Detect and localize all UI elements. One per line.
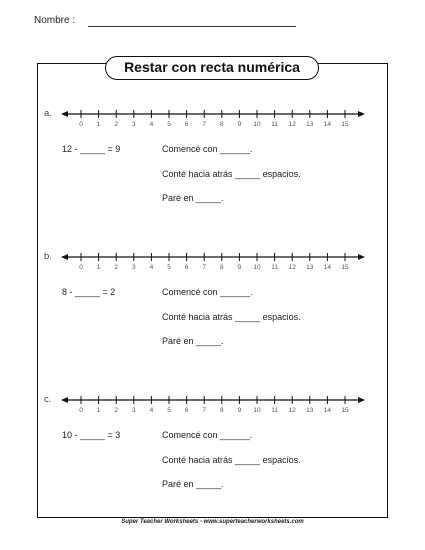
count-sentence: Conté hacia atrás _____ espacios. — [162, 455, 301, 465]
left-arrow-icon — [61, 397, 68, 403]
tick-label: 11 — [271, 264, 278, 271]
tick-label: 3 — [131, 121, 136, 128]
stop-sentence: Paré en _____. — [162, 479, 224, 489]
stop-sentence: Paré en _____. — [162, 336, 224, 346]
equation: 8 - _____ = 2 — [62, 287, 116, 297]
tick-label: 11 — [271, 407, 278, 414]
tick-label: 10 — [253, 264, 261, 271]
start-sentence: Comencé con ______. — [162, 287, 253, 297]
tick-label: 8 — [219, 407, 224, 414]
tick-label: 13 — [306, 121, 314, 128]
problem-a — [0, 106, 425, 236]
tick-label: 3 — [131, 407, 136, 414]
tick-label: 1 — [96, 264, 101, 271]
tick-label: 12 — [288, 264, 296, 271]
tick-label: 14 — [323, 264, 332, 271]
tick-label: 12 — [288, 121, 296, 128]
tick-label: 5 — [167, 121, 171, 128]
tick-label: 4 — [149, 121, 154, 128]
tick-label: 7 — [202, 407, 207, 414]
count-sentence: Conté hacia atrás _____ espacios. — [162, 312, 301, 322]
tick-label: 6 — [184, 121, 189, 128]
name-label: Nombre : — [34, 15, 76, 26]
worksheet-title: Restar con recta numérica — [105, 56, 319, 80]
number-line — [58, 249, 368, 271]
problem-letter: c. — [44, 394, 52, 405]
tick-label: 1 — [96, 121, 101, 128]
tick-label: 8 — [219, 264, 224, 271]
tick-label: 5 — [167, 407, 171, 414]
tick-label: 6 — [184, 264, 189, 271]
problem-b — [0, 249, 425, 379]
equation: 12 - _____ = 9 — [62, 144, 121, 154]
tick-label: 15 — [341, 407, 349, 414]
number-line — [58, 392, 368, 414]
right-arrow-icon — [358, 111, 365, 117]
tick-label: 15 — [341, 121, 349, 128]
tick-label: 7 — [202, 121, 207, 128]
tick-label: 14 — [323, 121, 332, 128]
tick-label: 7 — [202, 264, 207, 271]
right-arrow-icon — [358, 254, 365, 260]
start-sentence: Comencé con ______. — [162, 430, 253, 440]
tick-label: 8 — [219, 121, 224, 128]
tick-label: 9 — [237, 121, 242, 128]
tick-label: 5 — [167, 264, 171, 271]
problem-c — [0, 392, 425, 522]
tick-label: 6 — [184, 407, 189, 414]
tick-label: 9 — [237, 407, 242, 414]
tick-label: 2 — [114, 121, 119, 128]
tick-label: 2 — [114, 407, 119, 414]
tick-label: 13 — [306, 407, 314, 414]
problem-letter: a. — [44, 108, 52, 119]
number-line — [58, 106, 368, 128]
tick-label: 11 — [271, 121, 278, 128]
left-arrow-icon — [61, 111, 68, 117]
footer-credit: Super Teacher Worksheets - www.superteacherworksheets.com — [121, 519, 304, 525]
tick-label: 0 — [79, 121, 83, 128]
name-input-line[interactable] — [88, 26, 296, 27]
tick-label: 1 — [96, 407, 101, 414]
right-arrow-icon — [358, 397, 365, 403]
problem-letter: b. — [44, 251, 52, 262]
start-sentence: Comencé con ______. — [162, 144, 253, 154]
tick-label: 14 — [323, 407, 332, 414]
stop-sentence: Paré en _____. — [162, 193, 224, 203]
tick-label: 13 — [306, 264, 314, 271]
tick-label: 9 — [237, 264, 242, 271]
equation: 10 - _____ = 3 — [62, 430, 121, 440]
tick-label: 2 — [114, 264, 119, 271]
tick-label: 15 — [341, 264, 349, 271]
tick-label: 10 — [253, 407, 261, 414]
tick-label: 12 — [288, 407, 296, 414]
count-sentence: Conté hacia atrás _____ espacios. — [162, 169, 301, 179]
tick-label: 3 — [131, 264, 136, 271]
tick-label: 4 — [149, 407, 154, 414]
tick-label: 10 — [253, 121, 261, 128]
left-arrow-icon — [61, 254, 68, 260]
tick-label: 0 — [79, 407, 83, 414]
tick-label: 0 — [79, 264, 83, 271]
tick-label: 4 — [149, 264, 154, 271]
